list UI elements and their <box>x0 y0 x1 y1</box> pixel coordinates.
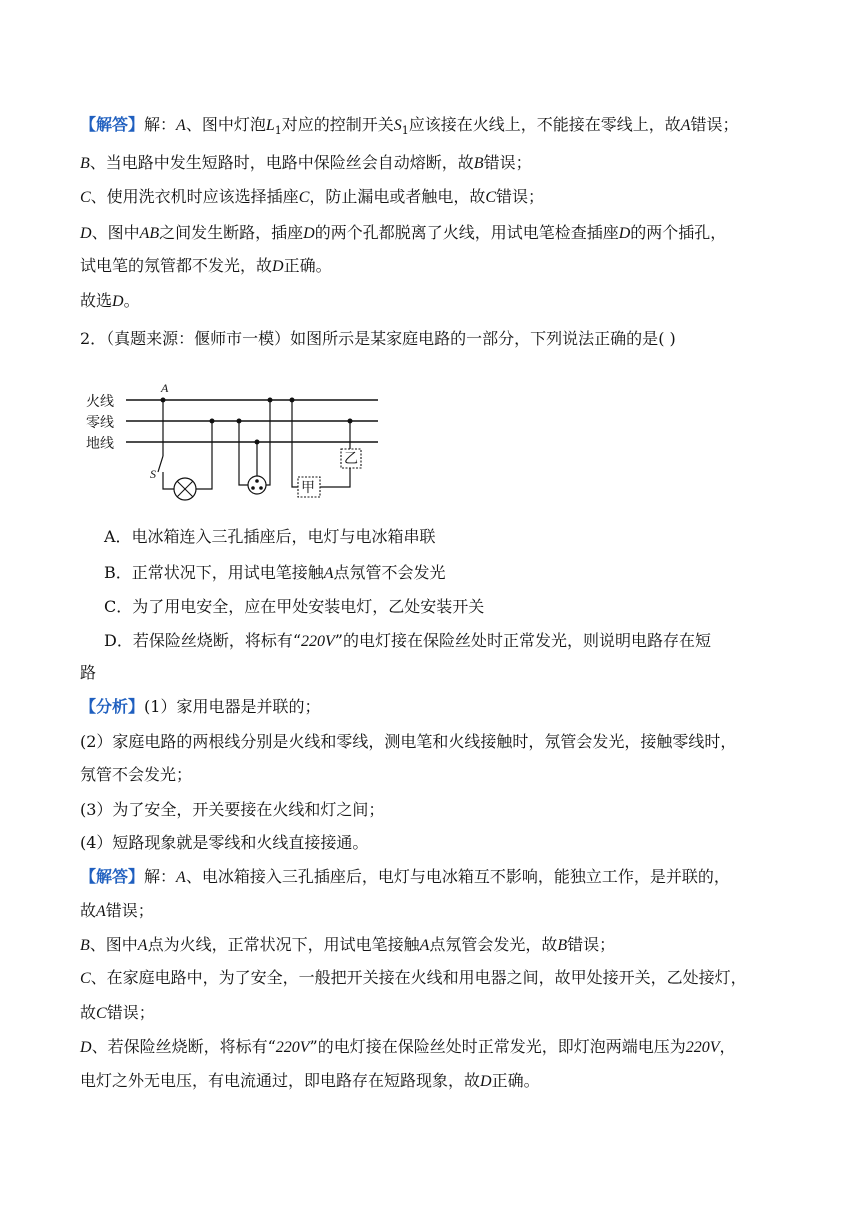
text: 正确。 <box>283 256 332 275</box>
var: A <box>176 869 186 886</box>
text: 试电笔的氖管都不发光，故 <box>80 256 273 275</box>
option-d-continued <box>80 662 96 684</box>
option-text: 路 <box>80 663 97 682</box>
text: 错误； <box>483 153 532 172</box>
text: 点为火线，正常状况下，用试电笔接触 <box>147 935 420 954</box>
analysis-p1 <box>80 696 320 718</box>
text: 错误； <box>690 115 739 134</box>
text: 故选 <box>80 291 113 310</box>
var: B <box>80 937 90 954</box>
option-text: ”的电灯接在保险丝处时正常发光，则说明电路存在短 <box>334 631 711 650</box>
analysis-text: (2）家庭电路的两根线分别是火线和零线，测电笔和火线接触时，氖管会发光，接触零线时， <box>80 732 737 751</box>
junction-dot <box>210 419 215 424</box>
question-text: 2．（真题来源：偃师市一模）如图所示是某家庭电路的一部分，下列说法正确的是 <box>80 329 659 348</box>
var: A <box>176 117 186 134</box>
text: ， <box>719 1037 736 1056</box>
subscript: 1 <box>401 124 409 138</box>
point-a-label: A <box>161 381 169 395</box>
socket-hole <box>255 479 259 483</box>
solve-label: 解： <box>144 115 177 134</box>
option-d <box>104 630 711 653</box>
answer2-d2 <box>80 1070 540 1093</box>
analysis-p3 <box>80 799 384 821</box>
option-text: D．若保险丝烧断，将标有“ <box>104 631 302 650</box>
text: 对应的控制开关 <box>281 115 394 134</box>
var: B <box>557 937 568 954</box>
switch-blade <box>158 456 163 472</box>
var: A <box>96 903 106 920</box>
var: A <box>137 937 148 954</box>
var: C <box>80 970 91 987</box>
analysis-p4 <box>80 832 368 854</box>
switch-s-label: S <box>150 467 156 481</box>
var: C <box>80 189 91 206</box>
lamp-return-wire <box>196 421 212 489</box>
subscript: 1 <box>274 124 282 138</box>
text: 、图中 <box>91 223 140 242</box>
analysis-p2b <box>80 764 192 786</box>
question2-stem <box>80 328 676 350</box>
analysis-text: 氖管不会发光； <box>80 765 193 784</box>
text: 故 <box>80 1003 97 1022</box>
text: 。 <box>123 291 140 310</box>
analysis-text: (3）为了安全，开关要接在火线和灯之间； <box>80 800 385 819</box>
yi-wire <box>320 468 350 487</box>
option-text: C．为了用电安全，应在甲处安装电灯，乙处安装开关 <box>104 597 485 616</box>
var: A <box>323 565 334 582</box>
var: D <box>618 225 631 242</box>
var: C <box>96 1005 107 1022</box>
answer2-a1 <box>80 866 730 889</box>
answer1-line-d2 <box>80 255 332 278</box>
var: A <box>419 937 430 954</box>
var: L <box>265 117 275 134</box>
answer1-choose <box>80 290 140 313</box>
text: 、当电路中发生短路时，电路中保险丝会自动熔断，故 <box>89 153 474 172</box>
socket-hole <box>259 486 263 490</box>
var: C <box>485 189 497 206</box>
text: 、图中 <box>89 935 138 954</box>
text: 、图中灯泡 <box>185 115 266 134</box>
text: 的两个孔都脱离了火线，用试电笔检查插座 <box>314 223 619 242</box>
answer2-a2 <box>80 900 154 923</box>
box-jia-label: 甲 <box>301 480 315 496</box>
text: 正确。 <box>491 1071 540 1090</box>
var: D <box>480 1073 492 1090</box>
wire-neutral-label: 零线 <box>86 415 114 431</box>
wire-live-label: 火线 <box>86 394 114 410</box>
circuit-diagram <box>84 372 384 507</box>
answer1-line-d1 <box>80 222 726 245</box>
text: 错误； <box>106 1003 155 1022</box>
text: 错误； <box>567 935 616 954</box>
option-text: B．正常状况下，用试电笔接触 <box>104 563 324 582</box>
answer-bracket: ( ) <box>658 329 676 348</box>
analysis-text: (1）家用电器是并联的； <box>144 697 321 716</box>
text: 点氖管会发光，故 <box>429 935 558 954</box>
box-yi-label: 乙 <box>344 451 358 467</box>
text: ，防止漏电或者触电，故 <box>309 187 486 206</box>
var: 220V <box>275 1039 310 1056</box>
text: ”的电灯接在保险丝处时正常发光，即灯泡两端电压为 <box>309 1037 686 1056</box>
var: D <box>303 225 315 242</box>
three-hole-socket <box>248 476 266 494</box>
answer-tag: 【解答】 <box>80 867 145 886</box>
var: D <box>272 258 284 275</box>
text: 之间发生断路，插座 <box>159 223 304 242</box>
solve-label: 解： <box>144 867 177 886</box>
var: S <box>393 117 402 134</box>
option-b <box>104 562 446 585</box>
text: 的两个插孔， <box>630 223 727 242</box>
text: 应该接在火线上，不能接在零线上，故 <box>408 115 681 134</box>
jia-wire <box>292 400 298 487</box>
var: A <box>680 117 691 134</box>
answer1-line-c <box>80 186 544 209</box>
wire-ground-label: 地线 <box>86 436 114 452</box>
var: 220V <box>301 633 335 650</box>
text: 错误； <box>496 187 545 206</box>
option-text: A．电冰箱连入三孔插座后，电灯与电冰箱串联 <box>104 527 436 546</box>
var: AB <box>139 225 160 242</box>
analysis-p2a <box>80 731 736 753</box>
junction-dot <box>348 419 353 424</box>
text: 、在家庭电路中，为了安全，一般把开关接在火线和用电器之间，故甲处接开关，乙处接灯， <box>90 968 747 987</box>
option-text: 点氖管不会发光 <box>333 563 446 582</box>
answer1-line-b <box>80 152 532 175</box>
socket-wire <box>239 421 248 485</box>
text: 电灯之外无电压，有电流通过，即电路存在短路现象，故 <box>80 1071 481 1090</box>
option-a <box>104 526 436 548</box>
text: 、电冰箱接入三孔插座后，电灯与电冰箱互不影响，能独立工作，是并联的， <box>185 867 730 886</box>
lamp-wire <box>163 472 174 489</box>
var: D <box>112 293 124 310</box>
text: 、使用洗衣机时应该选择插座 <box>90 187 299 206</box>
answer2-c2 <box>80 1002 155 1025</box>
analysis-text: (4）短路现象就是零线和火线直接接通。 <box>80 833 369 852</box>
var: C <box>298 189 310 206</box>
var: 220V <box>685 1039 720 1056</box>
answer2-d1 <box>80 1036 736 1059</box>
answer2-c1 <box>80 967 747 990</box>
text: 错误； <box>105 901 154 920</box>
var: D <box>80 225 92 242</box>
text: 故 <box>80 901 97 920</box>
answer1-line-a <box>80 114 739 142</box>
option-c <box>104 596 484 618</box>
text: 、若保险丝烧断，将标有“ <box>91 1037 276 1056</box>
socket-hole <box>251 486 255 490</box>
answer2-b <box>80 934 615 957</box>
var: B <box>473 155 484 172</box>
answer-tag: 【解答】 <box>80 115 145 134</box>
var: D <box>80 1039 92 1056</box>
var: B <box>80 155 90 172</box>
analysis-tag: 【分析】 <box>80 697 145 716</box>
